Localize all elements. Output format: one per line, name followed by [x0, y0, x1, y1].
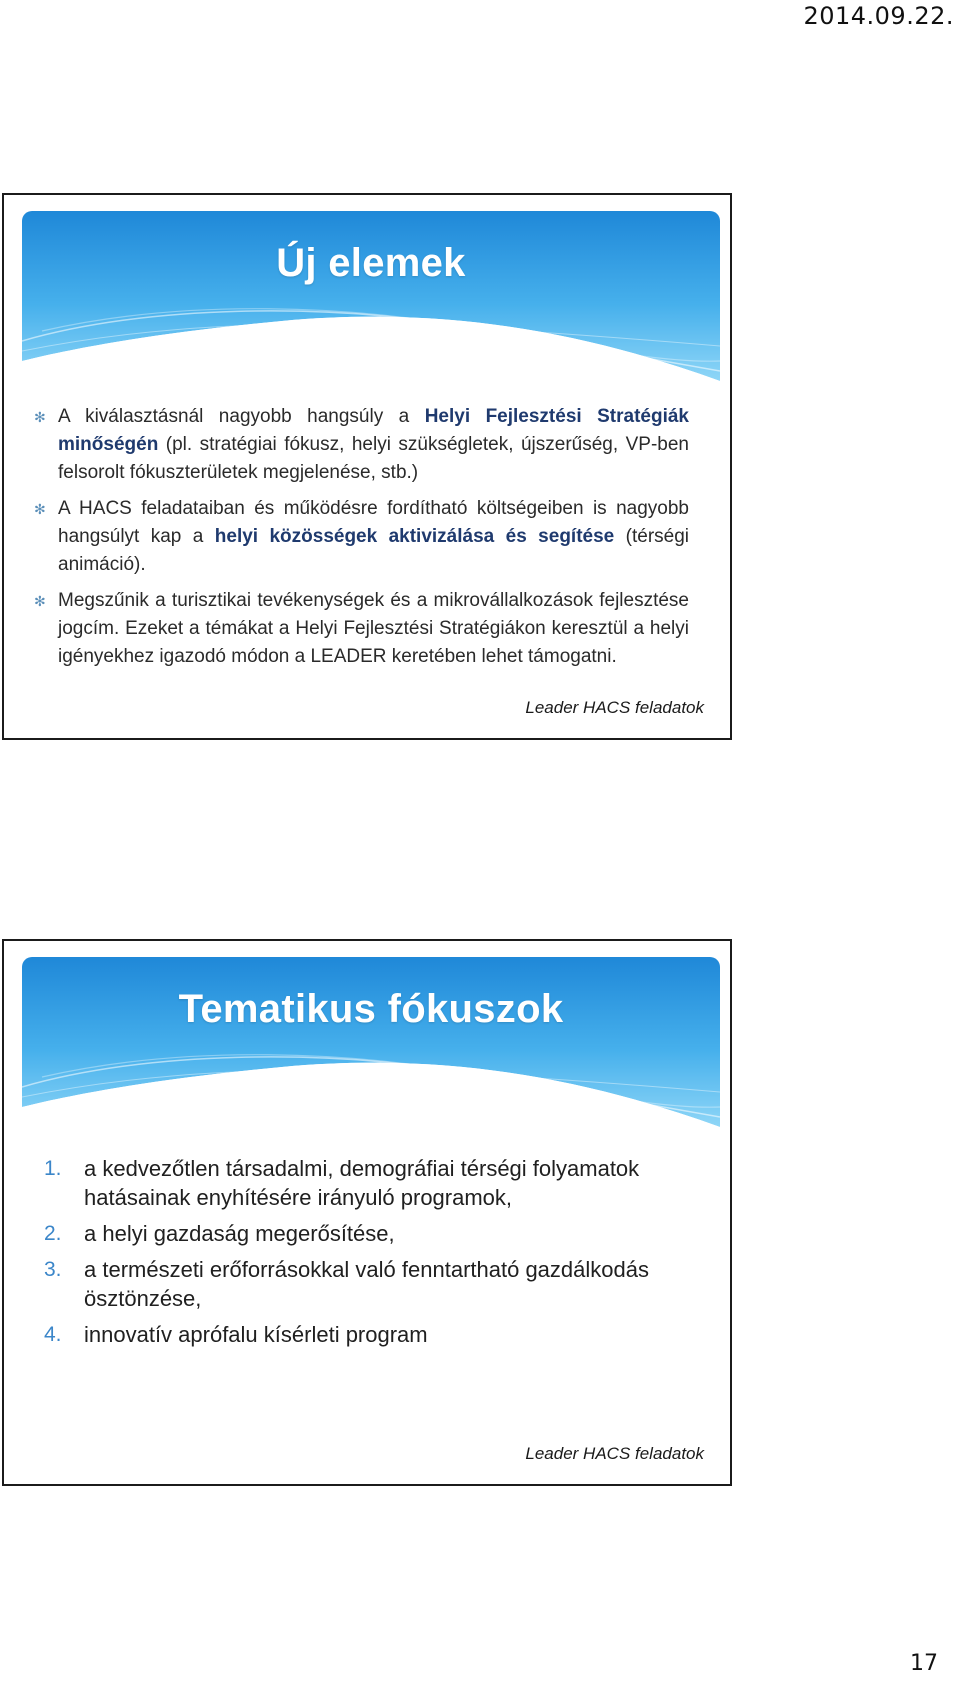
bullet-text-post: (pl. stratégiai fókusz, helyi szükségletek, újszerűség, VP-ben felsorolt fókuszterületek megjelenése, stb.): [58, 434, 689, 483]
list-item: [44, 1154, 704, 1212]
list-number: 3.: [44, 1258, 62, 1281]
asterisk-bullet-icon: ✻: [34, 501, 46, 517]
slide-header-banner: [22, 211, 720, 381]
bullet-text-pre: A kiválasztásnál nagyobb hangsúly a: [58, 406, 425, 427]
list-item-text: innovatív aprófalu kísérleti program: [84, 1322, 428, 1347]
slide-tematikus-fokuszok: [2, 939, 732, 1486]
list-item: [34, 495, 689, 579]
slide-title: Tematikus fókuszok: [178, 987, 564, 1031]
asterisk-bullet-icon: ✻: [34, 593, 46, 609]
list-item: [44, 1219, 704, 1248]
header-wave-graphic: [22, 211, 720, 381]
bullet-text-pre: Megszűnik a turisztikai tevékenységek és a mikrovállalkozások fejlesztése jogcím. Ezeket a témákat a Helyi Fejlesztési Stratégiákon keresztül a helyi igényekhez igazodó módon a LEADER keretében lehet támogatni.: [58, 590, 689, 667]
asterisk-bullet-icon: ✻: [34, 409, 46, 425]
slide-footer: Leader HACS feladatok: [525, 1444, 704, 1463]
list-item: [34, 587, 689, 671]
bullet-list: [34, 403, 689, 679]
list-item-text: a kedvezőtlen társadalmi, demográfiai térségi folyamatok hatásainak enyhítésére irányuló programok,: [84, 1156, 640, 1210]
list-number: 2.: [44, 1222, 62, 1245]
header-wave-graphic: [22, 957, 720, 1127]
bullet-text-post: (térségi animáció).: [58, 526, 689, 575]
bullet-text-pre: A HACS feladataiban és működésre fordítható költségeiben is nagyobb hangsúlyt kap a: [58, 498, 689, 547]
slide-title: Új elemek: [276, 241, 466, 285]
list-item-text: a helyi gazdaság megerősítése,: [84, 1221, 395, 1246]
page-date: 2014.09.22.: [803, 2, 954, 30]
slide-footer: Leader HACS feladatok: [525, 698, 704, 717]
bullet-text-bold: Helyi Fejlesztési Stratégiák minőségén: [58, 406, 689, 455]
page-number: 17: [910, 1651, 938, 1676]
bullet-text-bold: helyi közösségek aktivizálása és segítése: [214, 526, 615, 547]
numbered-list: [44, 1154, 704, 1356]
list-item-text: a természeti erőforrásokkal való fenntartható gazdálkodás ösztönzése,: [84, 1257, 649, 1311]
list-item: [44, 1320, 704, 1349]
list-item: [34, 403, 689, 487]
slide-uj-elemek: [2, 193, 732, 740]
list-number: 4.: [44, 1323, 62, 1346]
slide-header-banner: [22, 957, 720, 1127]
list-number: 1.: [44, 1157, 62, 1180]
list-item: [44, 1255, 704, 1313]
